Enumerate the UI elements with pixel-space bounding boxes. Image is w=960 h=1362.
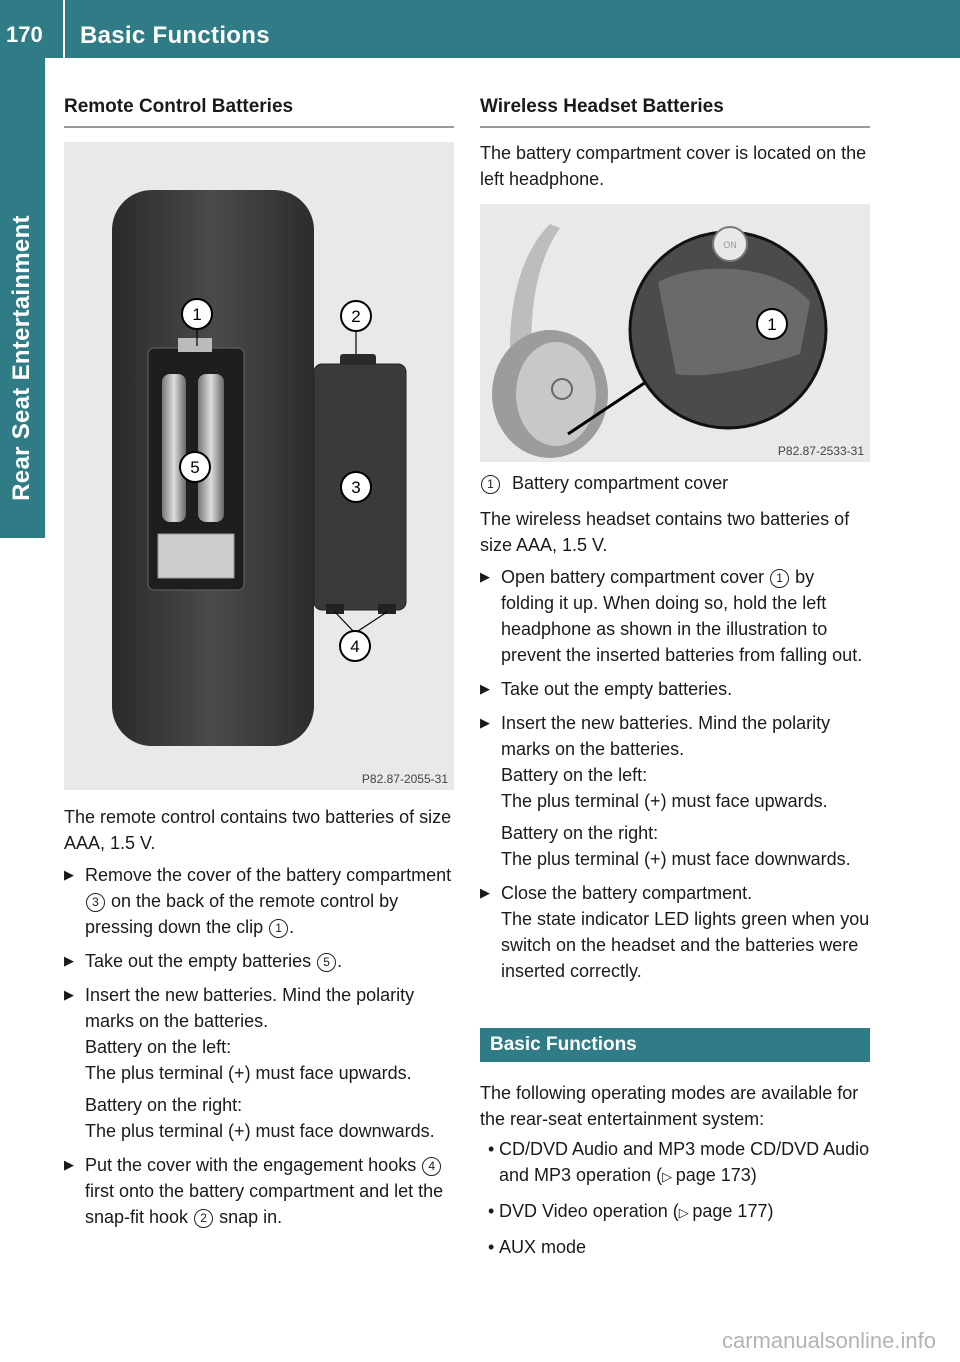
step-arrow-icon: ▶ — [480, 885, 490, 900]
svg-text:ON: ON — [723, 240, 737, 250]
callout-3 — [341, 472, 371, 502]
callout-ref: 3 — [86, 893, 105, 912]
callout-ref: 1 — [269, 919, 288, 938]
battery-right — [198, 374, 224, 522]
label-sticker — [158, 534, 234, 578]
list-item — [480, 1234, 870, 1260]
step-text: . — [337, 951, 343, 971]
callout-2 — [341, 301, 371, 331]
bullet-text: AUX mode — [499, 1237, 587, 1257]
bullet-text: DVD Video operation ( — [499, 1201, 679, 1221]
footer-watermark: carmanualsonline.info — [721, 1328, 936, 1353]
legend-number: 1 — [481, 475, 500, 494]
remote-figure-code: P82.87-2055-31 — [361, 772, 448, 786]
clip — [178, 338, 212, 352]
step-arrow-icon: ▶ — [64, 1157, 74, 1172]
headset-figure-code: P82.87-2533-31 — [777, 444, 864, 458]
header-bar — [0, 0, 960, 58]
battery-left — [162, 374, 186, 522]
callout-ref: 5 — [317, 953, 336, 972]
header-title: Basic Functions — [80, 22, 270, 49]
step-sub — [501, 820, 870, 872]
step-arrow-icon: ▶ — [480, 569, 490, 584]
step-text: snap in. — [214, 1207, 283, 1227]
bullet-icon: • — [488, 1139, 495, 1159]
svg-text:2: 2 — [351, 307, 361, 326]
callout-4 — [340, 631, 370, 661]
svg-text:4: 4 — [350, 637, 360, 656]
side-tab-label: Rear Seat Entertainment — [8, 215, 35, 501]
step-text: first onto the battery compartment and let the snap-fit hook — [85, 1181, 444, 1227]
step-detail: The plus terminal (+) must face upwards. — [85, 1063, 412, 1083]
callout-ref: 1 — [770, 569, 789, 588]
step-text: Take out the empty batteries — [85, 951, 317, 971]
step-sub — [85, 1092, 454, 1144]
step-item — [480, 710, 870, 872]
step-text: on the back of the remote control by pressing down the clip — [85, 891, 399, 937]
page-reference-link[interactable]: page 177 — [692, 1201, 768, 1221]
headset-heading: Wireless Headset Batteries — [480, 96, 870, 128]
remote-intro: The remote control contains two batteries of size AAA, 1.5 V. — [64, 807, 452, 853]
basic-functions-heading: Basic Functions — [480, 1028, 870, 1062]
list-item — [480, 1136, 870, 1190]
step-text: Insert the new batteries. Mind the polarity marks on the batteries. — [501, 713, 831, 759]
basic-functions-intro: The following operating modes are available for the rear-seat entertainment system: — [480, 1083, 859, 1129]
callout-5 — [180, 452, 210, 482]
step-text: Insert the new batteries. Mind the polarity marks on the batteries. — [85, 985, 415, 1031]
step-arrow-icon: ▶ — [64, 987, 74, 1002]
step-text: Remove the cover of the battery compartment — [85, 865, 452, 885]
step-text: Open battery compartment cover — [501, 567, 770, 587]
step-text: . — [289, 917, 295, 937]
bullet-icon: • — [488, 1237, 495, 1257]
step-detail: Battery on the left: — [501, 765, 648, 785]
step-item — [480, 676, 870, 702]
page-number: 170 — [6, 22, 43, 47]
step-arrow-icon: ▶ — [64, 867, 74, 882]
callout-ref: 2 — [194, 1209, 213, 1228]
svg-text:3: 3 — [351, 478, 361, 497]
legend-text: Battery compartment cover — [512, 473, 729, 493]
list-item — [480, 1198, 870, 1226]
callout-ref: 4 — [422, 1157, 441, 1176]
right-column — [480, 96, 870, 1268]
step-arrow-icon: ▶ — [480, 715, 490, 730]
headset-illustration — [480, 204, 870, 462]
step-arrow-icon: ▶ — [480, 681, 490, 696]
svg-text:1: 1 — [192, 305, 202, 324]
remote-illustration — [64, 142, 454, 790]
step-item — [64, 982, 454, 1144]
svg-text:5: 5 — [190, 458, 200, 477]
headset-steps — [480, 564, 870, 984]
step-detail: The state indicator LED lights green when you switch on the headset and the batteries were inserted correctly. — [501, 909, 870, 981]
step-sub-line: Battery on the right: — [501, 823, 659, 843]
step-item — [480, 564, 870, 668]
step-item — [64, 862, 454, 940]
headset-intro: The battery compartment cover is located on the left headphone. — [480, 143, 867, 189]
bullet-tail: ) — [767, 1201, 774, 1221]
remote-steps — [64, 862, 454, 1230]
operating-modes-list — [480, 1136, 870, 1260]
step-sub-line: The plus terminal (+) must face downwards. — [85, 1121, 435, 1141]
step-sub-line: The plus terminal (+) must face downwards. — [501, 849, 851, 869]
header-divider — [63, 0, 65, 58]
left-column — [64, 96, 454, 1238]
page-ref-arrow-icon: ▷ — [662, 1169, 676, 1184]
step-item — [480, 880, 870, 984]
remote-heading: Remote Control Batteries — [64, 96, 454, 128]
page-reference-link[interactable]: page 173 — [675, 1165, 751, 1185]
bullet-tail: ) — [750, 1165, 757, 1185]
page-ref-arrow-icon: ▷ — [678, 1205, 693, 1220]
callout-1 — [757, 309, 787, 339]
step-sub-line: Battery on the right: — [85, 1095, 243, 1115]
svg-text:1: 1 — [767, 315, 777, 334]
step-text: Put the cover with the engagement hooks — [85, 1155, 422, 1175]
step-arrow-icon: ▶ — [64, 953, 74, 968]
step-detail: The plus terminal (+) must face upwards. — [501, 791, 828, 811]
headset-legend — [480, 470, 870, 496]
bullet-icon: • — [488, 1201, 495, 1221]
step-text: by folding it up. When doing so, hold the left headphone as shown in the illustration to prevent the inserted batteries from falling out. — [501, 567, 863, 665]
remote-control-image — [64, 142, 454, 790]
headset-image — [480, 204, 870, 462]
bullet-text: CD/DVD Audio and MP3 mode CD/DVD Audio and MP3 operation ( — [499, 1139, 870, 1185]
headset-para: The wireless headset contains two batteries of size AAA, 1.5 V. — [480, 509, 850, 555]
step-text: Close the battery compartment. — [501, 883, 753, 903]
step-item — [64, 1152, 454, 1230]
side-tab — [0, 58, 45, 538]
step-detail: Battery on the left: — [85, 1037, 232, 1057]
step-text: Take out the empty batteries. — [501, 679, 733, 699]
step-item — [64, 948, 454, 974]
callout-1 — [182, 299, 212, 329]
